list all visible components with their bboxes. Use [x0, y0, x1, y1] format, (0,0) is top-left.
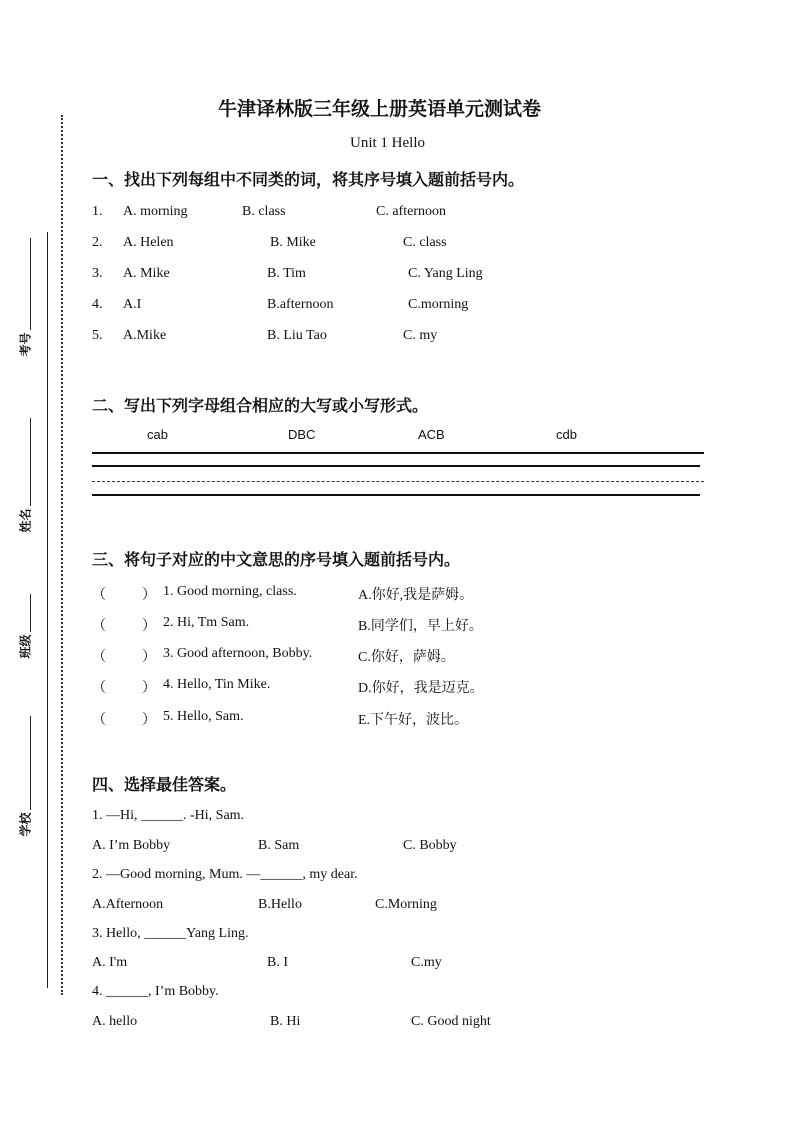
- s1-row5-c: C. my: [403, 328, 438, 343]
- s4-q2-a: A.Afternoon: [92, 897, 164, 912]
- s4-q3-c: C.my: [411, 955, 442, 970]
- s3-row3-paren-open: （: [92, 650, 106, 665]
- s4-q1-c: C. Bobby: [403, 838, 457, 853]
- s1-row2-num: 2.: [92, 235, 103, 250]
- s4-q2-b: B.Hello: [258, 897, 302, 912]
- s1-row3-b: B. Tim: [267, 266, 306, 281]
- exam-number-blank: [30, 238, 31, 330]
- s3-row2-paren-open: （: [92, 619, 106, 634]
- s2-item-cdb: cdb: [556, 427, 577, 442]
- exam-number-label: 考号: [18, 332, 33, 357]
- page-title: 牛津译林版三年级上册英语单元测试卷: [218, 99, 542, 120]
- s1-row4-a: A.I: [123, 297, 142, 312]
- s4-q1-a: A. I’m Bobby: [92, 838, 171, 853]
- s1-row2-a: A. Helen: [123, 235, 174, 250]
- s3-row1-paren-close: ）: [142, 588, 156, 603]
- s3-row5-cn: E.下午好，波比。: [358, 713, 469, 728]
- binding-line: [47, 232, 48, 988]
- s1-row3-a: A. Mike: [123, 266, 170, 281]
- s3-row2-en: 2. Hi, Tm Sam.: [163, 615, 250, 630]
- s1-row4-num: 4.: [92, 297, 103, 312]
- section2-heading: 二、写出下列字母组合相应的大写或小写形式。: [92, 396, 429, 415]
- school-label: 学校: [18, 812, 33, 837]
- s4-q2-c: C.Morning: [375, 897, 437, 912]
- binding-dashed-line: [61, 115, 63, 995]
- s4-q4-a: A. hello: [92, 1014, 138, 1029]
- s1-row5-a: A.Mike: [123, 328, 167, 343]
- s3-row5-en: 5. Hello, Sam.: [163, 709, 244, 724]
- s1-row5-num: 5.: [92, 328, 103, 343]
- s4-q1-b: B. Sam: [258, 838, 300, 853]
- s1-row5-b: B. Liu Tao: [267, 328, 327, 343]
- s1-row4-b: B.afternoon: [267, 297, 334, 312]
- s3-row3-cn: C.你好，萨姆。: [358, 650, 455, 665]
- s1-row3-num: 3.: [92, 266, 103, 281]
- section4-heading: 四、选择最佳答案。: [92, 775, 237, 794]
- s3-row1-cn: A.你好,我是萨姆。: [358, 588, 474, 603]
- s3-row4-en: 4. Hello, Tin Mike.: [163, 677, 271, 692]
- name-label: 姓名: [18, 508, 33, 533]
- s3-row1-en: 1. Good morning, class.: [163, 584, 297, 599]
- s3-row4-cn: D.你好，我是迈克。: [358, 681, 484, 696]
- s4-q2: 2. —Good morning, Mum. —______, my dear.: [92, 867, 358, 882]
- section1-heading: 一、找出下列每组中不同类的词，将其序号填入题前括号内。: [92, 170, 525, 189]
- writing-line-3-dashed: [92, 481, 704, 482]
- s1-row4-c: C.morning: [408, 297, 469, 312]
- s3-row1-paren-open: （: [92, 588, 106, 603]
- s4-q3: 3. Hello, ______Yang Ling.: [92, 926, 249, 941]
- school-blank: [30, 716, 31, 810]
- s1-row1-a: A. morning: [123, 204, 188, 219]
- s1-row1-c: C. afternoon: [376, 204, 446, 219]
- s4-q4-b: B. Hi: [270, 1014, 301, 1029]
- s4-q3-a: A. I'm: [92, 955, 128, 970]
- writing-line-4: [92, 494, 700, 496]
- s3-row2-paren-close: ）: [142, 619, 156, 634]
- s1-row1-num: 1.: [92, 204, 103, 219]
- writing-line-1: [92, 452, 704, 454]
- s3-row4-paren-open: （: [92, 681, 106, 696]
- s1-row2-b: B. Mike: [270, 235, 316, 250]
- class-blank: [30, 594, 31, 632]
- s3-row2-cn: B.同学们，早上好。: [358, 619, 483, 634]
- s4-q1: 1. —Hi, ______. -Hi, Sam.: [92, 808, 245, 823]
- s3-row5-paren-open: （: [92, 713, 106, 728]
- writing-line-2: [92, 465, 700, 467]
- section3-heading: 三、将句子对应的中文意思的序号填入题前括号内。: [92, 550, 461, 569]
- s2-item-dbc: DBC: [288, 427, 316, 442]
- s3-row4-paren-close: ）: [142, 681, 156, 696]
- class-label: 班级: [18, 634, 33, 659]
- name-blank: [30, 418, 31, 506]
- s2-item-acb: ACB: [418, 427, 445, 442]
- s4-q3-b: B. I: [267, 955, 288, 970]
- s4-q4-c: C. Good night: [411, 1014, 491, 1029]
- s3-row5-paren-close: ）: [142, 713, 156, 728]
- s1-row1-b: B. class: [242, 204, 286, 219]
- page-subtitle: Unit 1 Hello: [350, 135, 425, 151]
- s3-row3-en: 3. Good afternoon, Bobby.: [163, 646, 313, 661]
- s4-q4: 4. ______, I’m Bobby.: [92, 984, 219, 999]
- s3-row3-paren-close: ）: [142, 650, 156, 665]
- s1-row3-c: C. Yang Ling: [408, 266, 483, 281]
- s1-row2-c: C. class: [403, 235, 447, 250]
- s2-item-cab: cab: [147, 427, 168, 442]
